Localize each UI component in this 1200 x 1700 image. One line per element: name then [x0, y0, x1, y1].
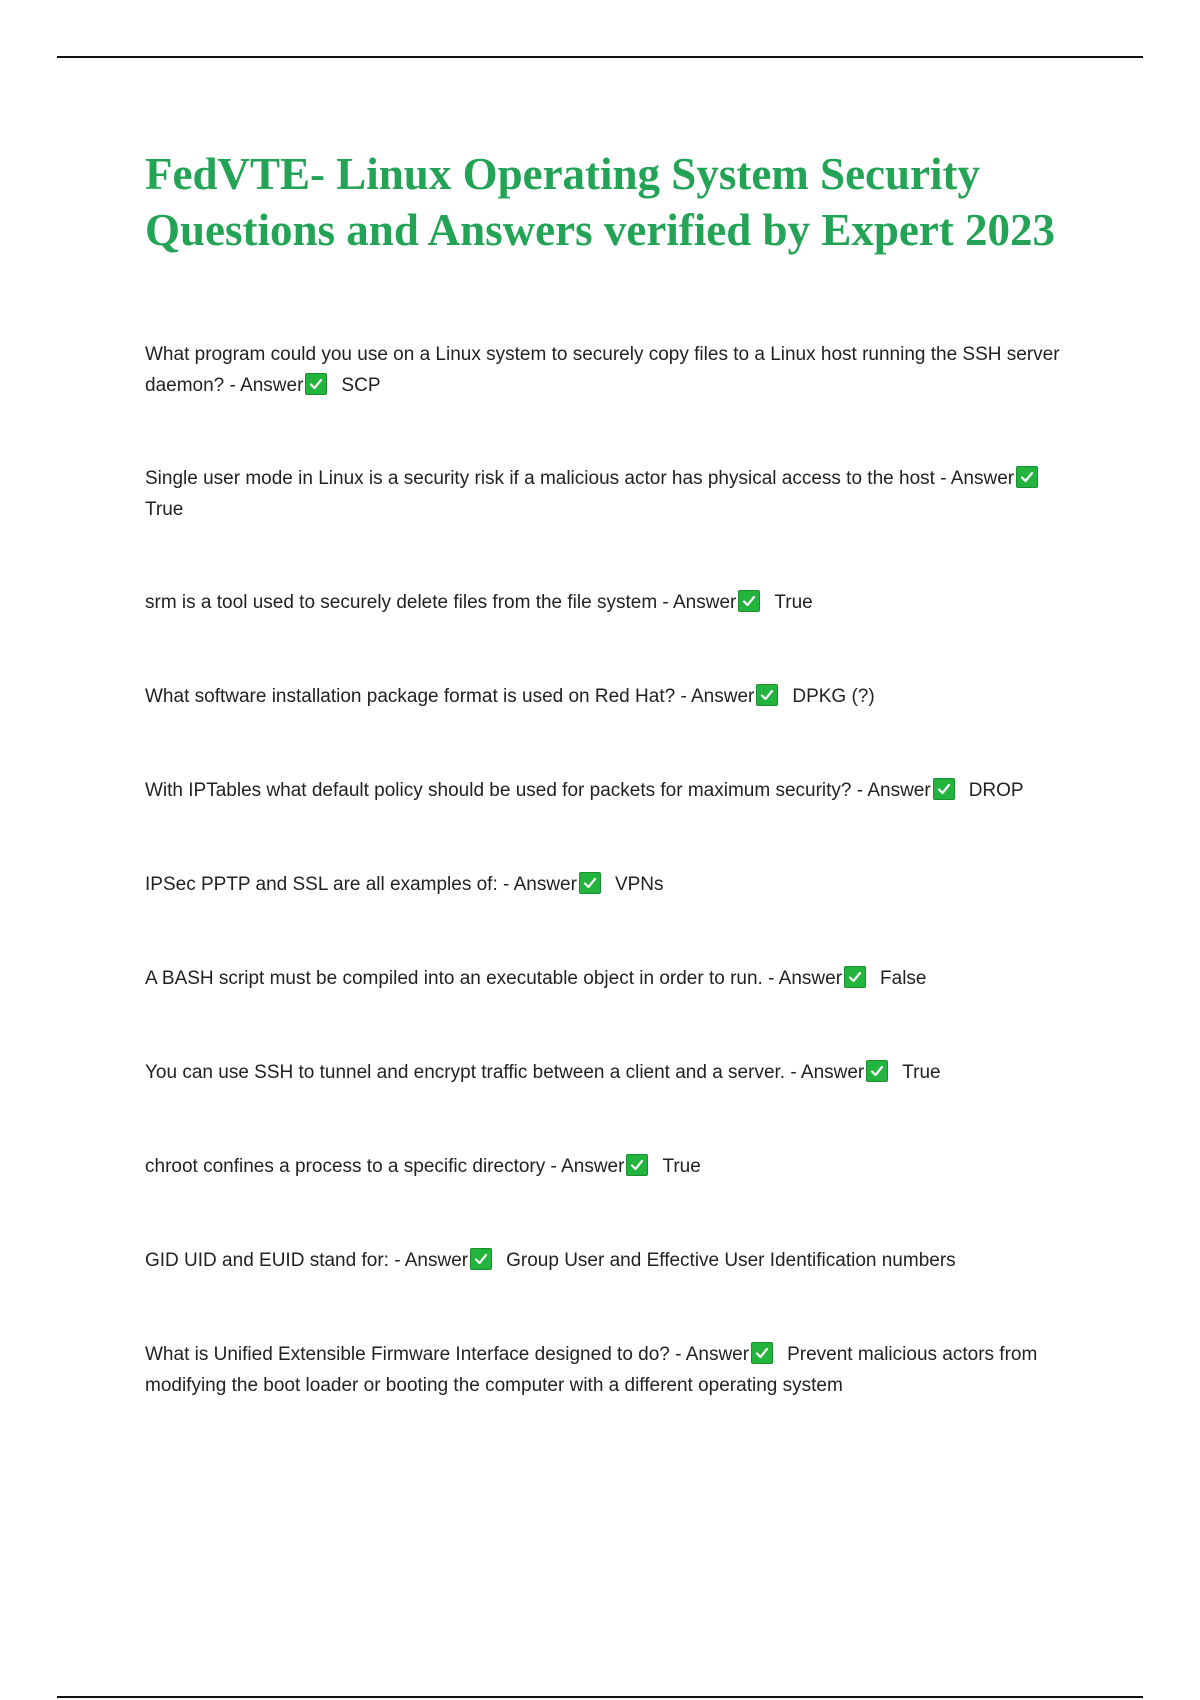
checkmark-icon: [305, 373, 327, 395]
answer-text: VPNs: [614, 874, 664, 895]
answer-text: DPKG (?): [792, 686, 875, 707]
answer-text: False: [880, 968, 927, 989]
qa-item: [145, 587, 1090, 618]
question-text: You can use SSH to tunnel and encrypt traffic between a client and a server. - Answer: [145, 1062, 865, 1083]
answer-text: Prevent malicious actors from modifying the boot loader or booting the computer with a different operating system: [145, 1344, 1038, 1396]
answer-text: True: [774, 592, 813, 613]
answer-text: True: [662, 1156, 701, 1177]
qa-item: [145, 1339, 1090, 1401]
answer-text: SCP: [341, 375, 381, 396]
question-text: IPSec PPTP and SSL are all examples of: - Answer: [145, 874, 577, 895]
qa-item: [145, 869, 1090, 900]
question-text: srm is a tool used to securely delete files from the file system - Answer: [145, 592, 737, 613]
answer-text: True: [902, 1062, 941, 1083]
checkmark-icon: [1016, 466, 1038, 488]
question-text: What software installation package format is used on Red Hat? - Answer: [145, 686, 755, 707]
qa-item: [145, 339, 1090, 401]
qa-item: [145, 1245, 1090, 1276]
top-divider: [57, 56, 1143, 58]
qa-item: [145, 1151, 1090, 1182]
checkmark-icon: [751, 1342, 773, 1364]
document-title: FedVTE- Linux Operating System Security Questions and Answers verified by Expert 2023: [145, 149, 1056, 255]
bottom-divider: [57, 1696, 1143, 1698]
qa-item: [145, 1057, 1090, 1088]
question-text: A BASH script must be compiled into an executable object in order to run. - Answer: [145, 968, 843, 989]
qa-item: [145, 963, 1090, 994]
question-text: chroot confines a process to a specific directory - Answer: [145, 1156, 625, 1177]
question-text: What program could you use on a Linux system to securely copy files to a Linux host running the SSH server daemon? - Answer: [145, 344, 1060, 396]
question-text: GID UID and EUID stand for: - Answer: [145, 1250, 469, 1271]
qa-item: [145, 681, 1090, 712]
question-text: Single user mode in Linux is a security risk if a malicious actor has physical access to the host - Answer: [145, 468, 1015, 489]
checkmark-icon: [844, 966, 866, 988]
checkmark-icon: [626, 1154, 648, 1176]
question-text: With IPTables what default policy should be used for packets for maximum security? - Answer: [145, 780, 931, 801]
answer-text: True: [145, 499, 184, 520]
checkmark-icon: [470, 1248, 492, 1270]
checkmark-icon: [738, 590, 760, 612]
checkmark-icon: [866, 1060, 888, 1082]
answer-text: DROP: [968, 780, 1024, 801]
checkmark-icon: [933, 778, 955, 800]
answer-text: Group User and Effective User Identification numbers: [506, 1250, 956, 1271]
checkmark-icon: [756, 684, 778, 706]
question-text: What is Unified Extensible Firmware Interface designed to do? - Answer: [145, 1344, 750, 1365]
qa-item: [145, 775, 1090, 806]
checkmark-icon: [579, 872, 601, 894]
qa-item: [145, 463, 1090, 525]
